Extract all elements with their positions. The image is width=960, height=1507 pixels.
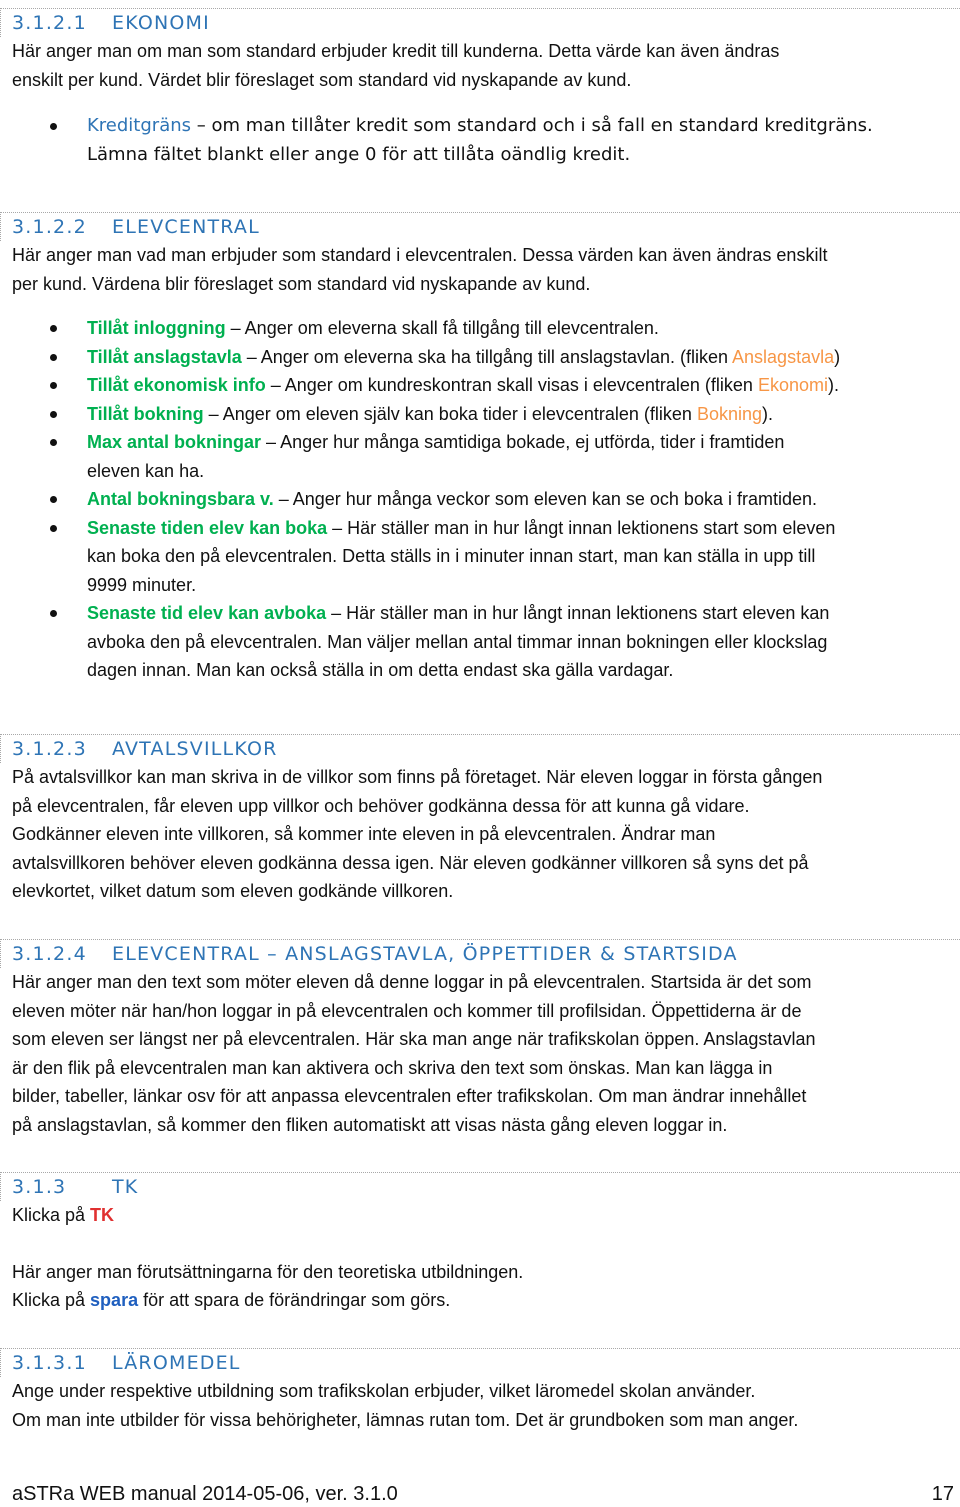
term: Kreditgräns: [87, 115, 192, 136]
term: Tillåt bokning: [87, 403, 204, 424]
term: Senaste tid elev kan avboka: [87, 603, 327, 623]
text: 9999 minuter.: [87, 574, 197, 595]
text: ).: [762, 403, 774, 424]
list-item: [0, 314, 952, 343]
bullet-list: [0, 112, 960, 169]
tab-reference: Bokning: [696, 403, 763, 424]
section-tk: [0, 1172, 960, 1315]
text: avboka den på elevcentralen. Man väljer mellan antal timmar innan bokningen eller klockslag: [87, 631, 828, 652]
text-line: på elevcentralen, får eleven upp villkor och behöver godkänna dessa för att kunna gå vidare.: [12, 795, 750, 816]
text: ).: [827, 375, 839, 395]
paragraph: [0, 968, 960, 1139]
text-line: Om man inte utbilder för vissa behörigheter, lämnas rutan tom. Det är grundboken som man anger.: [12, 1409, 799, 1430]
text-line: elevkortet, vilket datum som eleven godkände villkoren.: [12, 881, 454, 901]
term: Max antal bokningar: [87, 432, 262, 452]
paragraph: [0, 37, 960, 94]
page-number: 17: [931, 1483, 954, 1505]
text: – Anger om eleven själv kan boka tider i elevcentralen (fliken: [203, 403, 697, 424]
text-line: är den flik på elevcentralen man kan aktivera och skriva den text som önskas. Man kan lägga in: [12, 1057, 773, 1078]
section-title: EKONOMI: [112, 12, 210, 34]
section-heading: [0, 939, 960, 968]
text: kan boka den på elevcentralen. Detta ställs in i minuter innan start, man kan ställa in upp till: [87, 546, 816, 566]
term: Tillåt ekonomisk info: [87, 375, 266, 395]
text-line: enskilt per kund. Värdet blir föreslaget som standard vid nyskapande av kund.: [12, 69, 632, 90]
text-line: på anslagstavlan, så kommer den fliken automatiskt att visas nästa gång eleven loggar in.: [12, 1114, 728, 1135]
section-number: 3.1.2.1: [12, 12, 87, 34]
text: – Anger hur många samtidiga bokade, ej utförda, tider i framtiden: [261, 432, 785, 452]
list-item: [0, 599, 952, 685]
text-line: Ange under respektive utbildning som trafikskolan erbjuder, vilket läromedel skolan använder.: [12, 1381, 756, 1401]
section-title: TK: [112, 1176, 139, 1198]
section-avtalsvillkor: [0, 734, 960, 906]
paragraph: [0, 1258, 960, 1315]
section-title: ELEVCENTRAL: [112, 216, 260, 238]
section-anslagstavla: [0, 939, 960, 1139]
term: Antal bokningsbara v.: [87, 489, 274, 509]
text: – Anger om kundreskontran skall visas i elevcentralen (fliken: [265, 375, 758, 395]
text: Klicka på: [12, 1205, 91, 1225]
text-line: per kund. Värdena blir föreslaget som standard vid nyskapande av kund.: [12, 273, 591, 294]
text: – Anger om eleverna ska ha tillgång till anslagstavlan. (fliken: [241, 346, 733, 367]
list-item: [0, 371, 952, 400]
section-heading: [0, 212, 960, 241]
text-line: Här anger man den text som möter eleven då denne loggar in på elevcentralen. Startsida är det som: [12, 972, 812, 992]
page-footer: [12, 1483, 960, 1506]
footer-text: aSTRa WEB manual 2014-05-06, ver. 3.1.0: [12, 1483, 398, 1505]
list-item: [0, 112, 952, 169]
section-title: LÄROMEDEL: [112, 1352, 241, 1374]
text-line: Lämna fältet blankt eller ange 0 för att tillåta oändlig kredit.: [87, 143, 631, 165]
text-line: eleven möter när han/hon loggar in på elevcentralen och kommer till profilsidan. Öppettiderna är de: [12, 1000, 802, 1021]
text: för att spara de förändringar som görs.: [138, 1290, 451, 1310]
text-line: bilder, tabeller, länkar osv för att anpassa elevcentralen efter trafikskolan. Om man ändrar innehållet: [12, 1086, 807, 1106]
section-number: 3.1.3: [12, 1176, 67, 1198]
text-line: Här anger man om man som standard erbjuder kredit till kunderna. Detta värde kan även ändras: [12, 41, 780, 61]
text: – Här ställer man in hur långt innan lektionens start eleven kan: [326, 603, 830, 623]
text: – Anger hur många veckor som eleven kan se och boka i framtiden.: [273, 489, 817, 509]
text-line: Här anger man förutsättningarna för den teoretiska utbildningen.: [12, 1261, 524, 1282]
term: Tillåt anslagstavla: [87, 346, 242, 367]
section-number: 3.1.2.2: [12, 216, 87, 238]
list-item: [0, 428, 952, 485]
save-link[interactable]: spara: [90, 1290, 139, 1310]
bullet-list: [0, 314, 960, 685]
tab-reference: Anslagstavla: [732, 346, 835, 367]
section-elevcentral: [0, 212, 960, 685]
list-item: [0, 343, 952, 372]
section-number: 3.1.2.3: [12, 738, 87, 760]
term: Senaste tiden elev kan boka: [87, 517, 328, 538]
section-heading: [0, 734, 960, 763]
text: – Här ställer man in hur långt innan lektionens start som eleven: [327, 517, 836, 538]
section-title: ELEVCENTRAL – ANSLAGSTAVLA, ÖPPETTIDER & STARTSIDA: [112, 943, 738, 965]
text-line: På avtalsvillkor kan man skriva in de villkor som finns på företaget. När eleven loggar in första gången: [12, 767, 823, 787]
text: dagen innan. Man kan också ställa in om detta endast ska gälla vardagar.: [87, 660, 674, 680]
text-line: – om man tillåter kredit som standard och i så fall en standard kreditgräns.: [191, 115, 873, 136]
paragraph: [0, 1377, 960, 1434]
paragraph: [0, 763, 960, 906]
text: – Anger om eleverna skall få tillgång till elevcentralen.: [225, 318, 659, 338]
text-line: avtalsvillkoren behöver eleven godkänna dessa igen. När eleven godkänner villkoren så syns det på: [12, 852, 809, 873]
section-ekonomi: [0, 8, 960, 169]
section-number: 3.1.3.1: [12, 1352, 87, 1374]
tk-link[interactable]: TK: [90, 1205, 115, 1225]
term: Tillåt inloggning: [87, 318, 226, 338]
text-line: som eleven ser längst ner på elevcentralen. Här ska man ange när trafikskolan öppen. Anslagstavlan: [12, 1029, 816, 1049]
paragraph: [0, 1201, 960, 1230]
text: ): [834, 346, 841, 367]
text: Klicka på: [12, 1290, 91, 1310]
section-title: AVTALSVILLKOR: [112, 738, 278, 760]
list-item: [0, 400, 952, 429]
paragraph: [0, 241, 960, 298]
text-line: Godkänner eleven inte villkoren, så kommer inte eleven in på elevcentralen. Ändrar man: [12, 824, 716, 844]
list-item: [0, 514, 952, 600]
section-heading: [0, 1348, 960, 1377]
tab-reference: Ekonomi: [757, 375, 828, 395]
text-line: Här anger man vad man erbjuder som standard i elevcentralen. Dessa värden kan även ändras enskilt: [12, 245, 828, 265]
section-laromedel: [0, 1348, 960, 1434]
text: eleven kan ha.: [87, 460, 205, 481]
list-item: [0, 485, 952, 514]
section-number: 3.1.2.4: [12, 943, 87, 965]
section-heading: [0, 8, 960, 37]
section-heading: [0, 1172, 960, 1201]
